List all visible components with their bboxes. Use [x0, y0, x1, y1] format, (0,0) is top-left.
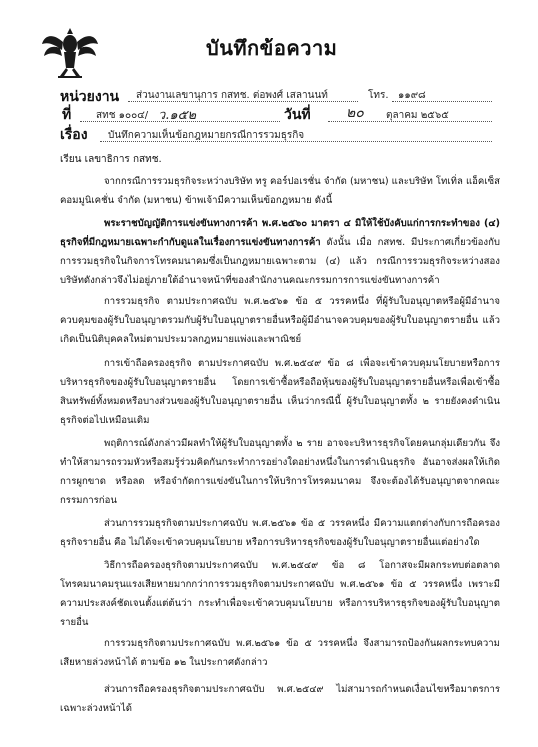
department-value: ส่วนงานเลขานุการ กสทช. ต่อพงศ์ เสลานนท์ — [136, 90, 328, 101]
paragraph-6: ส่วนการรวมธุรกิจตามประกาศฉบับ พ.ศ.๒๕๖๑ ข้อ ๕ วรรคหนึ่ง มีความแตกต่างกับการถือครองธุรกิจรายอื่น คือ ไม่ได้จะเข้าควบคุมนโยบาย หรือการบริหารธุรกิจของผู้รับใบอนุญาตรายอื่นแต่อย่างใด — [60, 518, 500, 548]
paragraph-1: จากกรณีการรวมธุรกิจระหว่างบริษัท ทรู คอร์ปอเรชั่น จำกัด (มหาชน) และบริษัท โทเทิ่ล แอ็คเซ็ส คอมมูนิเคชั่น จำกัด (มหาชน) ข้าพเจ้ามีความเห็นข้อกฎหมาย ดังนี้ — [60, 176, 500, 206]
reference-value: สทช ๑๐๐๔/ — [96, 110, 149, 121]
paragraph-7: วิธีการถือครองธุรกิจตามประกาศฉบับ พ.ศ.๒๕๔๙ ข้อ ๘ โอกาสจะมีผลกระทบต่อตลาดโทรคมนาคมรุนแรงเสียหายมากกว่าการรวมธุรกิจตามประกาศฉบับ พ.ศ.๒๕๖๑ ข้อ ๕ วรรคหนึ่ง เพราะมีความประสงค์ชัดเจนตั้งแต่ต้นว่า กระทำเพื่อจะเข้าควบคุมนโยบาย หรือการบริหารธุรกิจของผู้รับใบอนุญาตรายอื่น — [60, 560, 500, 628]
paragraph-3: การรวมธุรกิจ ตามประกาศฉบับ พ.ศ.๒๕๖๑ ข้อ ๕ วรรคหนึ่ง ที่ผู้รับใบอนุญาตหรือผู้มีอำนาจควบคุมของผู้รับใบอนุญาตรวมกับผู้รับใบอนุญาตรายอื่นหรือผู้มีอำนาจควบคุมของผู้รับใบอนุญาตรายอื่น แล้วเกิดเป็นนิติบุคคลใหม่ตามประมวลกฎหมายแพ่งและพาณิชย์ — [60, 296, 500, 345]
date-month-year: ตุลาคม ๒๕๖๕ — [386, 110, 449, 121]
department-label: หน่วยงาน — [60, 89, 120, 105]
phone-label: โทร. — [368, 90, 389, 101]
phone-value: ๑๑๙๘ — [398, 90, 426, 101]
paragraph-4: การเข้าถือครองธุรกิจ ตามประกาศฉบับ พ.ศ.๒๕๔๙ ข้อ ๘ เพื่อจะเข้าควบคุมนโยบายหรือการบริหารธุรกิจของผู้รับใบอนุญาตรายอื่น โดยการเข้าซื้อหรือถือหุ้นของผู้รับใบอนุญาตรายอื่นหรือเพื่อเข้าซื้อสินทรัพย์ทั้งหมดหรือบางส่วนของผู้รับใบอนุญาตรายอื่น เห็นว่ากรณีนี้ ผู้รับใบอนุญาตทั้ง ๒ รายยังคงดำเนินธุรกิจต่อไปเหมือนเดิม — [60, 358, 500, 426]
paragraph-9: ส่วนการถือครองธุรกิจตามประกาศฉบับ พ.ศ.๒๕๔๙ ไม่สามารถกำหนดเงื่อนไขหรือมาตรการเฉพาะล่วงหน้าได้ — [60, 684, 500, 714]
date-day: ๒๐ — [346, 105, 364, 121]
paragraph-2-bold: พระราชบัญญัติการแข่งขันทางการค้า พ.ศ.๒๕๖๐ มาตรา ๔ มิให้ใช้บังคับแก่การกระทำของ (๔) ธุรกิจที่มีกฎหมายเฉพาะกำกับดูแลในเรื่องการแข่งขันทางการค้า — [60, 218, 500, 248]
paragraph-8: การรวมธุรกิจตามประกาศฉบับ พ.ศ.๒๕๖๑ ข้อ ๕ วรรคหนึ่ง จึงสามารถป้องกันผลกระทบความเสียหายล่วงหน้าได้ ตามข้อ ๑๒ ในประกาศดังกล่าว — [60, 638, 500, 668]
memo-title: บันทึกข้อความ — [206, 36, 338, 60]
garuda-emblem-icon — [40, 22, 100, 80]
salutation: เรียน เลขาธิการ กสทช. — [60, 154, 162, 165]
reference-label: ที่ — [62, 107, 72, 123]
date-label: วันที่ — [284, 107, 311, 123]
paragraph-2 — [60, 214, 500, 290]
subject-value: บันทึกความเห็นข้อกฎหมายกรณีการรวมธุรกิจ — [108, 130, 305, 141]
reference-handwritten: ว.๑๕๒ — [158, 108, 197, 123]
paragraph-2-rest: ดังนั้น เมื่อ กสทช. มีประกาศเกี่ยวข้องกับการรวมธุรกิจในกิจการโทรคมนาคมซึ่งเป็นกฎหมายเฉพาะตาม (๔) แล้ว กรณีการรวมธุรกิจระหว่างสองบริษัทดังกล่าวจึงไม่อยู่ภายใต้อำนาจหน้าที่ของสำนักงานคณะกรรมการการแข่งขันทางการค้า — [60, 237, 500, 286]
subject-label: เรื่อง — [60, 127, 88, 143]
paragraph-5: พฤติการณ์ดังกล่าวมีผลทำให้ผู้รับใบอนุญาตทั้ง ๒ ราย อาจจะบริหารธุรกิจโดยคนกลุ่มเดียวกัน จึงทำให้สามารถรวมหัวหรือสมรู้ร่วมคิดกันกระทำการอย่างใดอย่างหนึ่งในการดำเนินธุรกิจ อันอาจส่งผลให้เกิดการผูกขาด หรือลด หรือจำกัดการแข่งขันในการให้บริการโทรคมนาคม จึงจะต้องได้รับอนุญาตจากคณะกรรมการก่อน — [60, 438, 500, 506]
